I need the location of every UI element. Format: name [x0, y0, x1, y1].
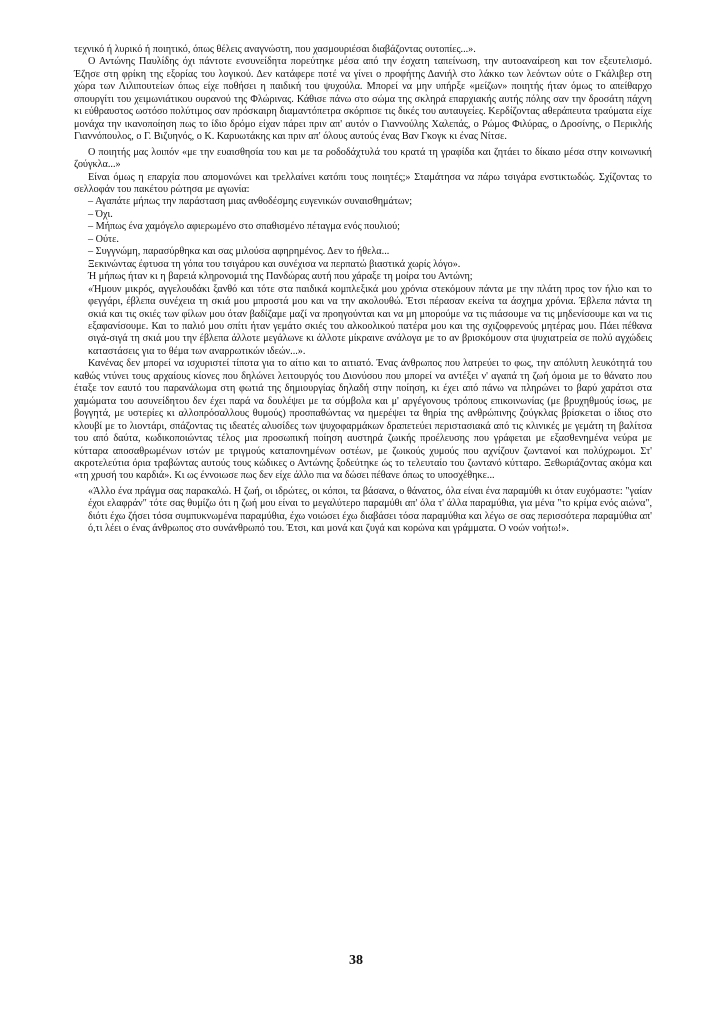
- paragraph: τεχνικό ή λυρικό ή ποιητικό, όπως θέλεις αναγνώστη, που χασμουριέσαι διαβάζοντας ουτοπίες...».: [74, 44, 476, 55]
- paragraph: Είναι όμως η επαρχία που απομονώνει και τρελλαίνει κατόπι τους ποιητές;» Σταμάτησα να πάρω τσιγάρα ενστικτωδώς. Σχίζοντας το σελλοφάν του πακέτου ρώτησα με αγωνία:: [74, 171, 652, 195]
- paragraph: Ή μήπως ήταν κι η βαρειά κληρονομιά της Πανδώρας αυτή που χάραξε τη μοίρα του Αντώνη;: [88, 271, 473, 283]
- paragraph: «Άλλο ένα πράγμα σας παρακαλώ. Η ζωή, οι ιδρώτες, οι κόποι, τα βάσανα, ο θάνατος, όλα είναι ένα παραμύθι κι όταν ευχόμαστε: "γαίαν έχοι ελαφράν" τότε σας θυμίζω ότι η ζωή μου είναι το μεγαλύτερο παραμύθι απ' όλα τ' άλλα παραμύθια, για μένα "το κρίμα ενός αιώνα", διότι έχω ζήσει τόσα συμπυκνωμένα παραμύθια, έχω νοιώσει έχω διαβάσει τόσα παραμύθια και λέγω σε σας περισσότερα παραμύθια απ' ό,τι λέει ο ένας άνθρωπος στο συνάνθρωπό του. Έτσι, και μονά και ζυγά και κορώνα και γράμματα. Ο νοών νοήτω!».: [88, 485, 652, 535]
- paragraph: – Όχι.: [88, 208, 113, 220]
- paragraph: «Ήμουν μικρός, αγγελουδάκι ξανθό και τότε στα παιδικά κομπλεξικά μου χρόνια στεκόμουν πάντα με την πλάτη προς τον ήλιο και το φεγγάρι, έβλεπα συνέχεια τη σκιά μου μπροστά μου και να την ακολουθώ. Έτσι πέρασαν εκείνα τα άσχημα χρόνια. Έβλεπα πάντα τη σκιά και τις σκιές των φίλων μου όταν βαδίζαμε μαζί να προηγούνται και να μη μπορούμε να τις πιάσουμε να τις μηδενίσουμε και να τις εξαφανίσουμε. Και το παλιό μου σπίτι ήταν γεμάτο σκιές του αλκοολικού πατέρα μου και της σχιζοφρενούς μητέρας μου. Πάει πέθανα σιγά-σιγά τη σκιά μου την έβλεπα άλλοτε μεγάλωνε κι άλλοτε μίκραινε ανάλογα με το αν βρισκόμουν στα ψυχιατρεία σε πολύ αγχώδεις καταστάσεις για το θέμα των αναρρωτικών ιδεών...».: [88, 283, 652, 357]
- page-number: 38: [349, 953, 363, 968]
- paragraph: – Συγγνώμη, παρασύρθηκα και σας μιλούσα αφηρημένος. Δεν το ήθελα...: [88, 246, 390, 258]
- paragraph: Ο Αντώνης Παυλίδης όχι πάντοτε ενσυνείδητα πορεύτηκε μέσα από την έσχατη ταπείνωση, την αυτοαναίρεση και τον εξευτελισμό. Έζησε στη φρίκη της εξορίας του λογικού. Δεν κατάφερε ποτέ να γίνει ο προφήτης Δανιήλ στο λάκκο των λεόντων ούτε ο Γκάλιβερ στη χώρα των Λιλιπουτείων όπως είχε ποθήσει η παιδική του ψυχούλα. Μπορεί να μην υπήρξε «μείζων» ποιητής ήταν όμως το απείθαρχο σπουργίτι του χειμωνιάτικου ουρανού της Φλώρινας. Κάθισε πάνω στο σώμα της σκληρά επαρχιακής αυτής πόλης σαν την δροσάτη πάχνη κι εύθραυστος ωστόσο πολύτιμος σαν πρόσκαιρη διαμαντόπετρα σκόρπισε τις δικές του αυταυγείες. Κερδίζοντας αθεράπευτα τραύματα είχε μονάχα την ικανοποίηση πως το ίδιο δρόμο είχαν πάρει πριν απ' αυτόν ο Γιαννούλης Χαλεπάς, ο Ρώμος Φιλύρας, ο Δροσίνης, ο Περικλής Γιαννόπουλος, ο Γ. Βιζυηνός, ο Κ. Καρυωτάκης και πριν απ' όλους αυτούς ένας Βαν Γκογκ κι ένας Νίτσε.: [74, 56, 652, 143]
- paragraph: Ξεκινώντας έφτυσα τη γόπα του τσιγάρου και συνέχισα να περπατώ βιαστικά χωρίς λόγο».: [88, 258, 461, 270]
- paragraph: – Ούτε.: [88, 233, 119, 245]
- body-text: [74, 44, 652, 536]
- paragraph: – Αγαπάτε μήπως την παράσταση μιας ανθοδέσμης ευγενικών συναισθημάτων;: [88, 196, 413, 208]
- paragraph: – Μήπως ένα χαμόγελο αφιερωμένο στο σπαθισμένο πέταγμα ενός πουλιού;: [88, 221, 400, 233]
- paragraph: Ο ποιητής μας λοιπόν «με την ευαισθησία του και με τα ροδοδάχτυλά του κρατά τη γραφίδα και ζητάει το δίκαιο μέσα στην κοινωνική ζούγκλα...»: [74, 146, 652, 171]
- paragraph: Κανένας δεν μπορεί να ισχυριστεί τίποτα για το αίτιο και το αιτιατό. Ένας άνθρωπος που λατρεύει το φως, την απόλυτη λευκότητά του καθώς ντύνει τους αρχαίους κίονες που δηλώνει λειτουργός του Διονύσου που μπορεί να αντέξει ν' αγαπά τη ζωή όμοια με το θάνατο που έταξε τον εαυτό του παρανάλωμα στη φωτιά της δημιουργίας δηλαδή στην ποίηση, κι έχει από πάνω να πληρώνει το βαρύ χαράτσι στα χαμώματα του ασυνείδητου δεν έχει παρά να δουλέψει με τα σύμβολα και μ' αργέγονους τρόπους επικοινωνίας (με βρυχηθμούς ίσως, με βογγητά, με υστερίες κι αλλοπρόσαλλους θυμούς) προσπαθώντας να ημερέψει τα θηρία της ανθρώπινης ζούγκλας βρίσκεται ο ίδιος στο κλουβί με το λιοντάρι, σπάζοντας τις ιδεατές αλυσίδες των ψυχοφαρμάκων δραπετεύει περιστασιακά από τις κλινικές με γεμάτη τη βαλίτσα του από δαύτα, κωδικοποιώντας τέλος μια προσωπική ποίηση αυστηρά ζωικής προέλευσης που γράφεται με εξασθενημένα νεύρα με κύτταρα αποσαθρωμένων ιστών με τριγμούς καταπονημένων οστέων, με ζωικούς χυμούς που αχνίζουν ζωντανοί και πολύχρωμοι. Στ' ακροτελεύτια όρια τραβώντας αυτούς τους κώδικες ο Αντώνης ξοδεύτηκε ώς το τελευταίο του ζωντανό κύτταρο. Ξεθωριάζοντας ακόμα και «τη χρυσή του καρδιά». Κι ως έννοιωσε πως δεν είχε άλλο πια να δώσει πέθανε όπως το υποσχέθηκε...: [74, 358, 652, 482]
